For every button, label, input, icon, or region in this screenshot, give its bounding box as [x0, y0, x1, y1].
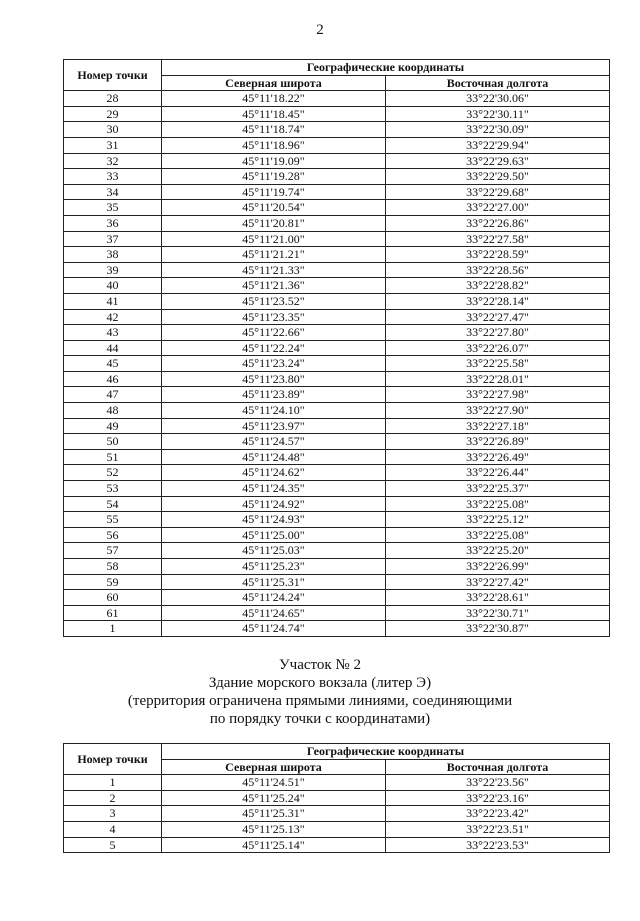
cell-latitude: 45°11'18.96": [162, 137, 386, 153]
table-row: [64, 434, 610, 450]
table-row: [64, 309, 610, 325]
header-point-number: Номер точки: [64, 60, 162, 91]
cell-point-number: 31: [64, 137, 162, 153]
cell-latitude: 45°11'21.00": [162, 231, 386, 247]
cell-point-number: 50: [64, 434, 162, 450]
table-row: [64, 200, 610, 216]
table-row: [64, 278, 610, 294]
table-row: [64, 91, 610, 107]
cell-longitude: 33°22'23.56": [386, 775, 610, 791]
cell-point-number: 54: [64, 496, 162, 512]
table-row: [64, 837, 610, 853]
table-1-body: [64, 91, 610, 637]
table-row: [64, 356, 610, 372]
table-row: [64, 559, 610, 575]
cell-latitude: 45°11'20.81": [162, 215, 386, 231]
header-geo-coordinates: Географические координаты: [162, 60, 610, 76]
table-row: [64, 371, 610, 387]
cell-point-number: 49: [64, 418, 162, 434]
cell-latitude: 45°11'23.24": [162, 356, 386, 372]
cell-latitude: 45°11'24.10": [162, 403, 386, 419]
cell-latitude: 45°11'22.66": [162, 325, 386, 341]
cell-longitude: 33°22'26.44": [386, 465, 610, 481]
cell-longitude: 33°22'25.08": [386, 496, 610, 512]
header-point-number: Номер точки: [64, 744, 162, 775]
cell-latitude: 45°11'20.54": [162, 200, 386, 216]
header-east-longitude: Восточная долгота: [386, 759, 610, 775]
cell-latitude: 45°11'19.28": [162, 169, 386, 185]
cell-point-number: 37: [64, 231, 162, 247]
section-2-heading: [0, 656, 640, 728]
table-row: [64, 574, 610, 590]
cell-latitude: 45°11'24.51": [162, 775, 386, 791]
cell-point-number: 30: [64, 122, 162, 138]
cell-longitude: 33°22'29.50": [386, 169, 610, 185]
cell-longitude: 33°22'27.18": [386, 418, 610, 434]
cell-longitude: 33°22'28.61": [386, 590, 610, 606]
cell-point-number: 43: [64, 325, 162, 341]
header-east-longitude: Восточная долгота: [386, 75, 610, 91]
cell-latitude: 45°11'19.09": [162, 153, 386, 169]
cell-point-number: 1: [64, 621, 162, 637]
cell-point-number: 32: [64, 153, 162, 169]
table-row: [64, 821, 610, 837]
table-row: [64, 231, 610, 247]
table-row: [64, 790, 610, 806]
cell-longitude: 33°22'28.01": [386, 371, 610, 387]
cell-latitude: 45°11'25.13": [162, 821, 386, 837]
cell-latitude: 45°11'18.74": [162, 122, 386, 138]
cell-point-number: 29: [64, 106, 162, 122]
section-title: Участок № 2: [279, 657, 361, 673]
cell-latitude: 45°11'24.65": [162, 605, 386, 621]
cell-point-number: 35: [64, 200, 162, 216]
cell-point-number: 28: [64, 91, 162, 107]
cell-point-number: 33: [64, 169, 162, 185]
cell-longitude: 33°22'25.08": [386, 527, 610, 543]
page-number: 2: [316, 22, 324, 38]
header-north-latitude: Северная широта: [162, 759, 386, 775]
cell-latitude: 45°11'21.21": [162, 247, 386, 263]
cell-latitude: 45°11'25.14": [162, 837, 386, 853]
cell-latitude: 45°11'25.03": [162, 543, 386, 559]
table-row: [64, 169, 610, 185]
cell-point-number: 44: [64, 340, 162, 356]
table-row: [64, 481, 610, 497]
section-subtitle: Здание морского вокзала (литер Э): [208, 675, 432, 691]
cell-longitude: 33°22'30.87": [386, 621, 610, 637]
cell-point-number: 60: [64, 590, 162, 606]
cell-longitude: 33°22'30.71": [386, 605, 610, 621]
cell-latitude: 45°11'25.31": [162, 574, 386, 590]
cell-longitude: 33°22'30.09": [386, 122, 610, 138]
cell-longitude: 33°22'25.58": [386, 356, 610, 372]
cell-longitude: 33°22'26.49": [386, 449, 610, 465]
cell-latitude: 45°11'19.74": [162, 184, 386, 200]
cell-latitude: 45°11'24.48": [162, 449, 386, 465]
cell-longitude: 33°22'28.56": [386, 262, 610, 278]
cell-longitude: 33°22'26.99": [386, 559, 610, 575]
cell-longitude: 33°22'26.86": [386, 215, 610, 231]
table-row: [64, 325, 610, 341]
cell-point-number: 53: [64, 481, 162, 497]
table-row: [64, 215, 610, 231]
table-row: [64, 137, 610, 153]
cell-point-number: 41: [64, 293, 162, 309]
cell-longitude: 33°22'23.16": [386, 790, 610, 806]
cell-latitude: 45°11'24.62": [162, 465, 386, 481]
table-row: [64, 106, 610, 122]
cell-latitude: 45°11'18.22": [162, 91, 386, 107]
cell-longitude: 33°22'29.94": [386, 137, 610, 153]
cell-latitude: 45°11'23.97": [162, 418, 386, 434]
cell-point-number: 57: [64, 543, 162, 559]
table-row: [64, 590, 610, 606]
cell-latitude: 45°11'24.92": [162, 496, 386, 512]
cell-latitude: 45°11'25.00": [162, 527, 386, 543]
table-row: [64, 775, 610, 791]
cell-longitude: 33°22'27.47": [386, 309, 610, 325]
table-row: [64, 605, 610, 621]
cell-point-number: 38: [64, 247, 162, 263]
cell-latitude: 45°11'24.35": [162, 481, 386, 497]
cell-longitude: 33°22'30.06": [386, 91, 610, 107]
cell-point-number: 56: [64, 527, 162, 543]
cell-longitude: 33°22'25.12": [386, 512, 610, 528]
cell-longitude: 33°22'27.80": [386, 325, 610, 341]
cell-latitude: 45°11'21.36": [162, 278, 386, 294]
cell-point-number: 39: [64, 262, 162, 278]
table-row: [64, 465, 610, 481]
table-row: [64, 527, 610, 543]
cell-point-number: 4: [64, 821, 162, 837]
table-row: [64, 387, 610, 403]
cell-longitude: 33°22'27.00": [386, 200, 610, 216]
cell-point-number: 59: [64, 574, 162, 590]
cell-latitude: 45°11'24.57": [162, 434, 386, 450]
cell-latitude: 45°11'23.80": [162, 371, 386, 387]
cell-longitude: 33°22'23.42": [386, 806, 610, 822]
table-row: [64, 122, 610, 138]
table-row: [64, 449, 610, 465]
cell-point-number: 48: [64, 403, 162, 419]
section-note-line-2: по порядку точки с координатами): [209, 711, 431, 727]
table-row: [64, 247, 610, 263]
cell-longitude: 33°22'25.20": [386, 543, 610, 559]
cell-longitude: 33°22'30.11": [386, 106, 610, 122]
cell-longitude: 33°22'27.90": [386, 403, 610, 419]
table-row: [64, 621, 610, 637]
cell-longitude: 33°22'29.63": [386, 153, 610, 169]
cell-point-number: 2: [64, 790, 162, 806]
cell-latitude: 45°11'21.33": [162, 262, 386, 278]
cell-point-number: 34: [64, 184, 162, 200]
table-row: [64, 543, 610, 559]
cell-longitude: 33°22'27.42": [386, 574, 610, 590]
cell-latitude: 45°11'23.35": [162, 309, 386, 325]
table-2-body: [64, 775, 610, 853]
section-note-line-1: (территория ограничена прямыми линиями, соединяющими: [127, 693, 513, 709]
cell-latitude: 45°11'23.89": [162, 387, 386, 403]
cell-latitude: 45°11'24.74": [162, 621, 386, 637]
cell-latitude: 45°11'18.45": [162, 106, 386, 122]
cell-longitude: 33°22'26.07": [386, 340, 610, 356]
cell-longitude: 33°22'27.58": [386, 231, 610, 247]
cell-latitude: 45°11'23.52": [162, 293, 386, 309]
cell-point-number: 45: [64, 356, 162, 372]
cell-point-number: 40: [64, 278, 162, 294]
header-geo-coordinates: Географические координаты: [162, 744, 610, 760]
cell-point-number: 46: [64, 371, 162, 387]
header-north-latitude: Северная широта: [162, 75, 386, 91]
cell-latitude: 45°11'22.24": [162, 340, 386, 356]
coordinates-table-1: [63, 59, 610, 637]
cell-longitude: 33°22'27.98": [386, 387, 610, 403]
table-row: [64, 403, 610, 419]
table-row: [64, 340, 610, 356]
table-row: [64, 153, 610, 169]
cell-longitude: 33°22'23.53": [386, 837, 610, 853]
cell-longitude: 33°22'25.37": [386, 481, 610, 497]
cell-latitude: 45°11'24.24": [162, 590, 386, 606]
table-row: [64, 262, 610, 278]
cell-point-number: 61: [64, 605, 162, 621]
cell-longitude: 33°22'23.51": [386, 821, 610, 837]
table-row: [64, 184, 610, 200]
cell-point-number: 47: [64, 387, 162, 403]
table-row: [64, 512, 610, 528]
cell-point-number: 42: [64, 309, 162, 325]
cell-point-number: 55: [64, 512, 162, 528]
cell-longitude: 33°22'28.82": [386, 278, 610, 294]
cell-point-number: 3: [64, 806, 162, 822]
cell-point-number: 52: [64, 465, 162, 481]
cell-latitude: 45°11'25.24": [162, 790, 386, 806]
cell-point-number: 1: [64, 775, 162, 791]
cell-longitude: 33°22'29.68": [386, 184, 610, 200]
cell-latitude: 45°11'24.93": [162, 512, 386, 528]
cell-longitude: 33°22'28.14": [386, 293, 610, 309]
cell-point-number: 58: [64, 559, 162, 575]
table-row: [64, 496, 610, 512]
cell-latitude: 45°11'25.23": [162, 559, 386, 575]
table-row: [64, 418, 610, 434]
table-row: [64, 293, 610, 309]
table-row: [64, 806, 610, 822]
cell-longitude: 33°22'26.89": [386, 434, 610, 450]
cell-point-number: 5: [64, 837, 162, 853]
coordinates-table-2: [63, 743, 610, 853]
cell-latitude: 45°11'25.31": [162, 806, 386, 822]
cell-point-number: 51: [64, 449, 162, 465]
cell-point-number: 36: [64, 215, 162, 231]
cell-longitude: 33°22'28.59": [386, 247, 610, 263]
